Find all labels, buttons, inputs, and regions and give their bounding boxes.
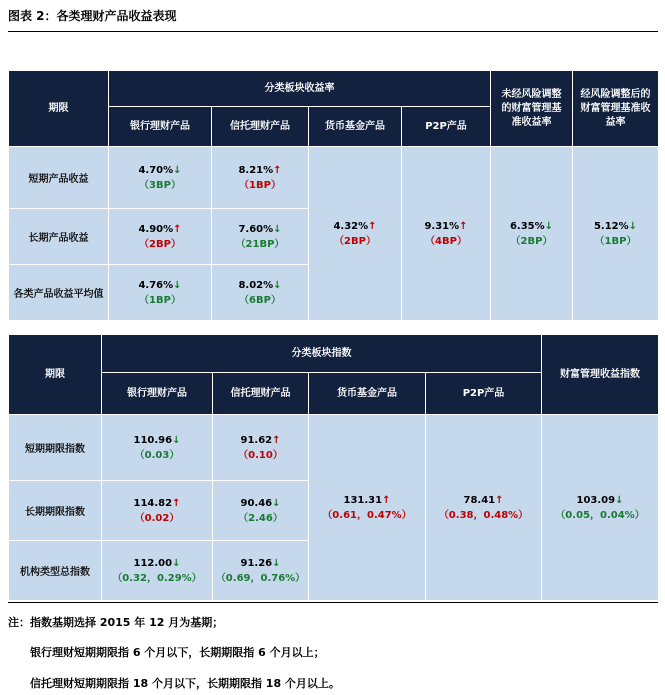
group-header: 分类板块收益率 — [109, 71, 491, 107]
row-label: 短期产品收益 — [9, 147, 109, 209]
trust-long-cell — [212, 209, 309, 265]
note-line-1: 注：指数基期选择 2015 年 12 月为基期； — [8, 616, 224, 629]
value: 4.70% — [138, 164, 174, 176]
p2p-cell — [402, 147, 491, 321]
p2p-header: P2P产品 — [402, 107, 491, 147]
row-label: 机构类型总指数 — [9, 541, 102, 601]
adjusted-header: 经风险调整后的财富管理基准收益率 — [573, 71, 659, 147]
bank-total-index-cell — [102, 541, 213, 601]
p2p-header: P2P产品 — [426, 373, 542, 415]
change: （0.61，0.47%） — [322, 509, 412, 521]
change: （1BP） — [139, 294, 181, 306]
value: 90.46 — [240, 497, 273, 509]
change: （0.69，0.76%） — [215, 572, 306, 584]
value: 8.21% — [238, 164, 274, 176]
down-arrow-icon: ↓ — [172, 434, 181, 446]
change: （1BP） — [594, 235, 637, 247]
value: 103.09 — [576, 494, 616, 506]
change: （0.10） — [238, 449, 283, 461]
value: 9.31% — [424, 220, 460, 232]
down-arrow-icon: ↓ — [272, 497, 281, 509]
value: 6.35% — [509, 220, 545, 232]
value: 114.82 — [133, 497, 173, 509]
row-label: 短期期限指数 — [9, 415, 102, 481]
change: （0.32，0.29%） — [112, 572, 202, 584]
trust-short-index-cell — [213, 415, 309, 481]
row-label: 长期产品收益 — [9, 209, 109, 265]
note-line-3: 信托理财短期期限指 18 个月以下，长期期限指 18 个月以上。 — [30, 677, 340, 690]
change: （0.02） — [134, 512, 180, 524]
bank-short-index-cell — [102, 415, 213, 481]
change: （6BP） — [239, 294, 281, 306]
value: 7.60% — [238, 223, 274, 235]
up-arrow-icon: ↑ — [173, 223, 182, 235]
down-arrow-icon: ↓ — [173, 164, 182, 176]
bank-long-cell — [109, 209, 212, 265]
trust-header: 信托理财产品 — [213, 373, 309, 415]
change: （21BP） — [235, 238, 285, 250]
value: 131.31 — [343, 494, 383, 506]
change: （1BP） — [239, 179, 281, 191]
top-divider — [8, 31, 658, 32]
row-label: 长期期限指数 — [9, 481, 102, 541]
money-fund-cell — [309, 147, 402, 321]
value: 5.12% — [593, 220, 629, 232]
trust-short-cell — [212, 147, 309, 209]
bank-header: 银行理财产品 — [109, 107, 212, 147]
period-header: 期限 — [9, 335, 102, 415]
period-header: 期限 — [9, 71, 109, 147]
figure-title: 图表 2：各类理财产品收益表现 — [8, 9, 177, 23]
change: （2BP） — [334, 235, 376, 247]
bank-header: 银行理财产品 — [102, 373, 213, 415]
up-arrow-icon: ↑ — [459, 220, 468, 232]
bottom-divider — [8, 602, 658, 603]
p2p-index-cell — [426, 415, 542, 601]
down-arrow-icon: ↓ — [615, 494, 624, 506]
value: 91.26 — [240, 557, 273, 569]
up-arrow-icon: ↑ — [272, 434, 281, 446]
change: （0.03） — [134, 449, 180, 461]
unadjusted-cell — [491, 147, 573, 321]
change: （0.38，0.48%） — [438, 509, 529, 521]
down-arrow-icon: ↓ — [273, 279, 282, 291]
up-arrow-icon: ↑ — [382, 494, 391, 506]
bank-long-index-cell — [102, 481, 213, 541]
change: （4BP） — [425, 235, 467, 247]
wealth-index-header: 财富管理收益指数 — [542, 335, 659, 415]
money-fund-index-cell — [309, 415, 426, 601]
value: 110.96 — [133, 434, 173, 446]
down-arrow-icon: ↓ — [173, 279, 182, 291]
down-arrow-icon: ↓ — [628, 220, 638, 232]
bank-avg-cell — [109, 265, 212, 321]
up-arrow-icon: ↑ — [495, 494, 504, 506]
index-table — [8, 334, 659, 601]
bank-short-cell — [109, 147, 212, 209]
trust-long-index-cell — [213, 481, 309, 541]
value: 4.32% — [333, 220, 369, 232]
change: （2.46） — [238, 512, 283, 524]
value: 91.62 — [240, 434, 273, 446]
money-fund-header: 货币基金产品 — [309, 373, 426, 415]
value: 4.90% — [138, 223, 174, 235]
value: 8.02% — [238, 279, 274, 291]
row-label: 各类产品收益平均值 — [9, 265, 109, 321]
trust-avg-cell — [212, 265, 309, 321]
unadjusted-header: 未经风险调整的财富管理基准收益率 — [491, 71, 573, 147]
down-arrow-icon: ↓ — [272, 557, 281, 569]
down-arrow-icon: ↓ — [273, 223, 282, 235]
down-arrow-icon: ↓ — [172, 557, 181, 569]
trust-total-index-cell — [213, 541, 309, 601]
down-arrow-icon: ↓ — [544, 220, 554, 232]
yield-table — [8, 70, 659, 321]
group-header: 分类板块指数 — [102, 335, 542, 373]
wealth-index-cell — [542, 415, 659, 601]
change: （0.05，0.04%） — [555, 509, 645, 521]
trust-header: 信托理财产品 — [212, 107, 309, 147]
change: （2BP） — [139, 238, 181, 250]
change: （2BP） — [510, 235, 553, 247]
value: 4.76% — [138, 279, 174, 291]
up-arrow-icon: ↑ — [273, 164, 282, 176]
value: 112.00 — [133, 557, 173, 569]
up-arrow-icon: ↑ — [368, 220, 377, 232]
up-arrow-icon: ↑ — [172, 497, 181, 509]
value: 78.41 — [463, 494, 496, 506]
adjusted-cell — [573, 147, 659, 321]
note-line-2: 银行理财短期期限指 6 个月以下，长期期限指 6 个月以上； — [30, 646, 325, 659]
money-fund-header: 货币基金产品 — [309, 107, 402, 147]
change: （3BP） — [139, 179, 181, 191]
